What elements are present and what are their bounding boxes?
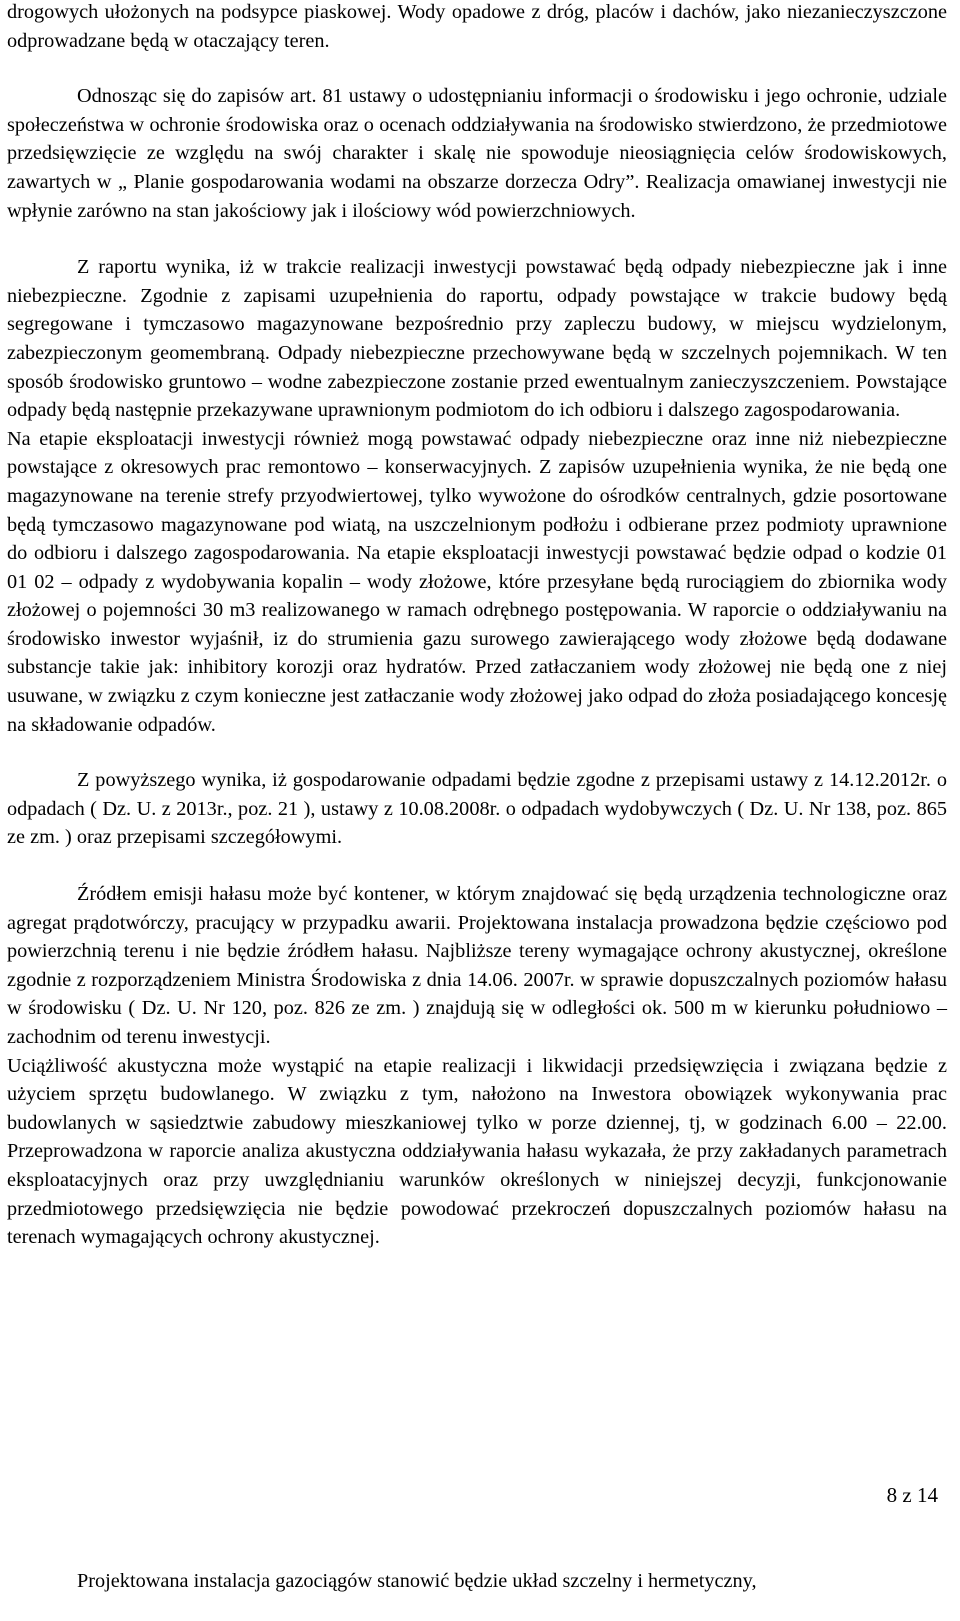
next-page-paragraph-start: Projektowana instalacja gazociągów stanowić będzie układ szczelny i hermetyczny,: [77, 1570, 757, 1592]
paragraph-operation-waste: Na etapie eksploatacji inwestycji również mogą powstawać odpady niebezpieczne oraz inne niż niebezpieczne powstające z okresowych prac remontowo – konserwacyjnych. Z zapisów uzupełnienia wynika, że nie będą one magazynowane na terenie strefy przyodwiertowej, tylko wywożone do ośrodków centralnych, gdzie posortowane będą tymczasowo magazynowane pod wiatą, na uszczelnionym podłożu i odbierane przez podmioty uprawnione do odbioru i dalszego zagospodarowania. Na etapie eksploatacji inwestycji powstawać będzie odpad o kodzie 01 01 02 – odpady z wydobywania kopalin – wody złożowe, które przesyłane będą rurociągiem do zbiornika wody złożowej o pojemności 30 m3 realizowanego w ramach odrębnego postępowania. W raporcie o oddziaływaniu na środowisko inwestor wyjaśnił, iz do strumienia gazu surowego zawierającego wody złożowe będą dodawane substancje takie jak: inhibitory korozji oraz hydratów. Przed zatłaczaniem wody złożowej nie będą one z niej usuwane, w związku z czym konieczne jest zatłaczanie wody złożowej jako odpad do złoża posiadającego koncesję na składowanie odpadów.: [7, 427, 947, 736]
paragraph-article-81: Odnosząc się do zapisów art. 81 ustawy o udostępnianiu informacji o środowisku i jego ochronie, udziale społeczeństwa w ochronie środowiska oraz o ocenach oddziaływania na środowisko stwierdzono, że przedmiotowe przedsięwzięcie ze względu na swój charakter i skalę nie spowoduje nieosiągnięcia celów środowiskowych, zawartych w „ Planie gospodarowania wodami na obszarze dorzecza Odry”. Realizacja omawianej inwestycji nie wpłynie zarówno na stan jakościowy jak i ilościowy wód powierzchniowych.: [7, 85, 947, 222]
paragraph-acoustic-nuisance: Uciążliwość akustyczna może wystąpić na etapie realizacji i likwidacji przedsięwzięcia i związana będzie z użyciem sprzętu budowlanego. W związku z tym, nałożono na Inwestora obowiązek wykonywania prac budowlanych w sąsiedztwie zabudowy mieszkaniowej tylko w porze dziennej, tj, w godzinach 6.00 – 22.00. Przeprowadzona w raporcie analiza akustyczna oddziaływania hałasu wykazała, że przy zakładanych parametrach eksploatacyjnych oraz przy uwzględnianiu warunków określonych w niniejszej decyzji, funkcjonowanie przedmiotowego przedsięwzięcia nie będzie powodować przekroczeń dopuszczalnych poziomów hałasu na terenach wymagających ochrony akustycznej.: [7, 1054, 947, 1249]
paragraph-stormwater-continuation: drogowych ułożonych na podsypce piaskowej. Wody opadowe z dróg, placów i dachów, jako niezanieczyszczone odprowadzane będą w otaczający teren.: [7, 1, 947, 52]
page-number: 8 z 14: [886, 1483, 938, 1507]
paragraph-waste-compliance: Z powyższego wynika, iż gospodarowanie odpadami będzie zgodne z przepisami ustawy z 14.12.2012r. o odpadach ( Dz. U. z 2013r., poz. 21 ), ustawy z 10.08.2008r. o odpadach wydobywczych ( Dz. U. Nr 138, poz. 865 ze zm. ) oraz przepisami szczegółowymi.: [7, 769, 947, 849]
paragraph-construction-waste: Z raportu wynika, iż w trakcie realizacji inwestycji powstawać będą odpady niebezpieczne jak i inne niebezpieczne. Zgodnie z zapisami uzupełnienia do raportu, odpady powstające w trakcie budowy będą segregowane i tymczasowo magazynowane bezpośrednio przy zapleczu budowy, w miejscu wydzielonym, zabezpieczonym geomembraną. Odpady niebezpieczne przechowywane będą w szczelnych pojemnikach. W ten sposób środowisko gruntowo – wodne zabezpieczone zostanie przed ewentualnym zanieczyszczeniem. Powstające odpady będą następnie przekazywane uprawnionym podmiotom do ich odbioru i dalszego zagospodarowania.: [7, 256, 947, 422]
paragraph-noise-sources: Źródłem emisji hałasu może być kontener, w którym znajdować się będą urządzenia technologiczne oraz agregat prądotwórczy, pracujący w przypadku awarii. Projektowana instalacja prowadzona będzie częściowo pod powierzchnią terenu i nie będzie źródłem hałasu. Najbliższe tereny wymagające ochrony akustycznej, określone zgodnie z rozporządzeniem Ministra Środowiska z dnia 14.06. 2007r. w sprawie dopuszczalnych poziomów hałasu w środowisku ( Dz. U. Nr 120, poz. 826 ze zm. ) znajdują się w odległości ok. 500 m w kierunku południowo – zachodnim od terenu inwestycji.: [7, 883, 947, 1048]
document-page: [7, 0, 947, 1252]
